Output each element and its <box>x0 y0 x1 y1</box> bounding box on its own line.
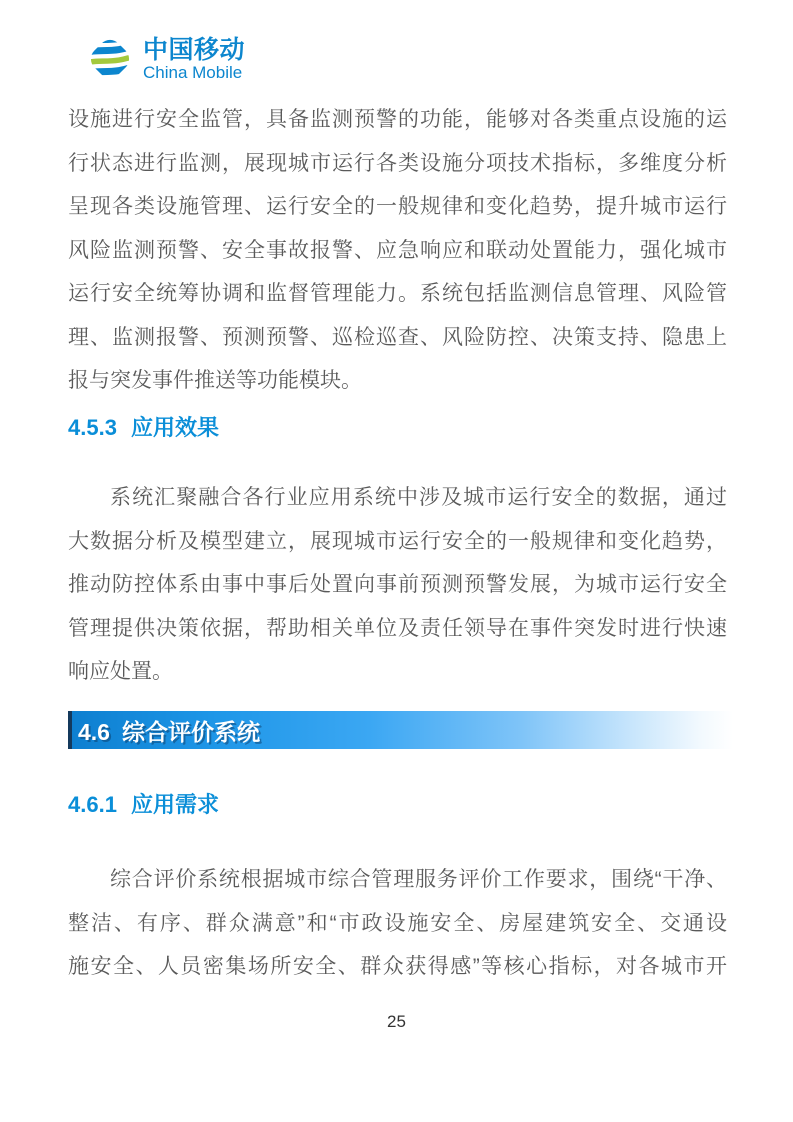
china-mobile-logo <box>85 31 245 87</box>
heading-title: 应用需求 <box>130 792 219 817</box>
page-number: 25 <box>387 1012 406 1031</box>
heading-number: 4.5.3 <box>68 415 117 440</box>
paragraph-line: 报与突发事件推送等功能模块。 <box>68 369 362 392</box>
paragraph-line: 整洁、有序、群众满意”和“市政设施安全、房屋建筑安全、交通设 <box>68 911 727 935</box>
logo-text-cn: 中国移动 <box>143 36 246 64</box>
paragraph-line: 大数据分析及模型建立，展现城市运行安全的一般规律和变化趋势， <box>68 529 727 553</box>
paragraph-line: 理、监测报警、预测预警、巡检巡查、风险防控、决策支持、隐患上 <box>68 325 727 349</box>
section-banner-text <box>72 714 260 747</box>
section-heading-4-6-1 <box>68 791 219 819</box>
paragraph-line: 推动防控体系由事中事后处置向事前预测预警发展，为城市运行安全 <box>68 573 727 596</box>
paragraph-line: 施安全、人员密集场所安全、群众获得感”等核心指标，对各城市开 <box>68 955 727 978</box>
paragraph-line: 运行安全统筹协调和监督管理能力。系统包括监测信息管理、风险管 <box>68 282 727 305</box>
logo-text-en: China Mobile <box>143 63 243 82</box>
body-paragraph-3 <box>68 858 727 989</box>
paragraph-line: 管理提供决策依据，帮助相关单位及责任领导在事件突发时进行快速 <box>68 616 727 640</box>
section-banner-4-6 <box>68 711 733 749</box>
paragraph-line: 行状态进行监测，展现城市运行各类设施分项技术指标，多维度分析 <box>68 151 727 175</box>
paragraph-line: 呈现各类设施管理、运行安全的一般规律和变化趋势，提升城市运行 <box>68 195 727 218</box>
paragraph-line: 风险监测预警、安全事故报警、应急响应和联动处置能力，强化城市 <box>68 238 727 262</box>
heading-title: 应用效果 <box>130 415 219 440</box>
china-mobile-emblem-icon <box>85 31 135 87</box>
paragraph-line: 综合评价系统根据城市综合管理服务评价工作要求，围绕“干净、 <box>110 868 727 891</box>
heading-number: 4.6.1 <box>68 792 117 817</box>
body-paragraph-1 <box>68 98 727 403</box>
logo-text <box>143 31 245 82</box>
heading-number: 4.6 <box>78 718 110 745</box>
heading-title: 综合评价系统 <box>121 718 260 745</box>
paragraph-line: 系统汇聚融合各行业应用系统中涉及城市运行安全的数据，通过 <box>110 486 727 509</box>
body-paragraph-2 <box>68 476 727 694</box>
paragraph-line: 响应处置。 <box>68 660 173 683</box>
paragraph-line: 设施进行安全监管，具备监测预警的功能，能够对各类重点设施的运 <box>68 108 727 131</box>
section-heading-4-5-3 <box>68 414 219 442</box>
